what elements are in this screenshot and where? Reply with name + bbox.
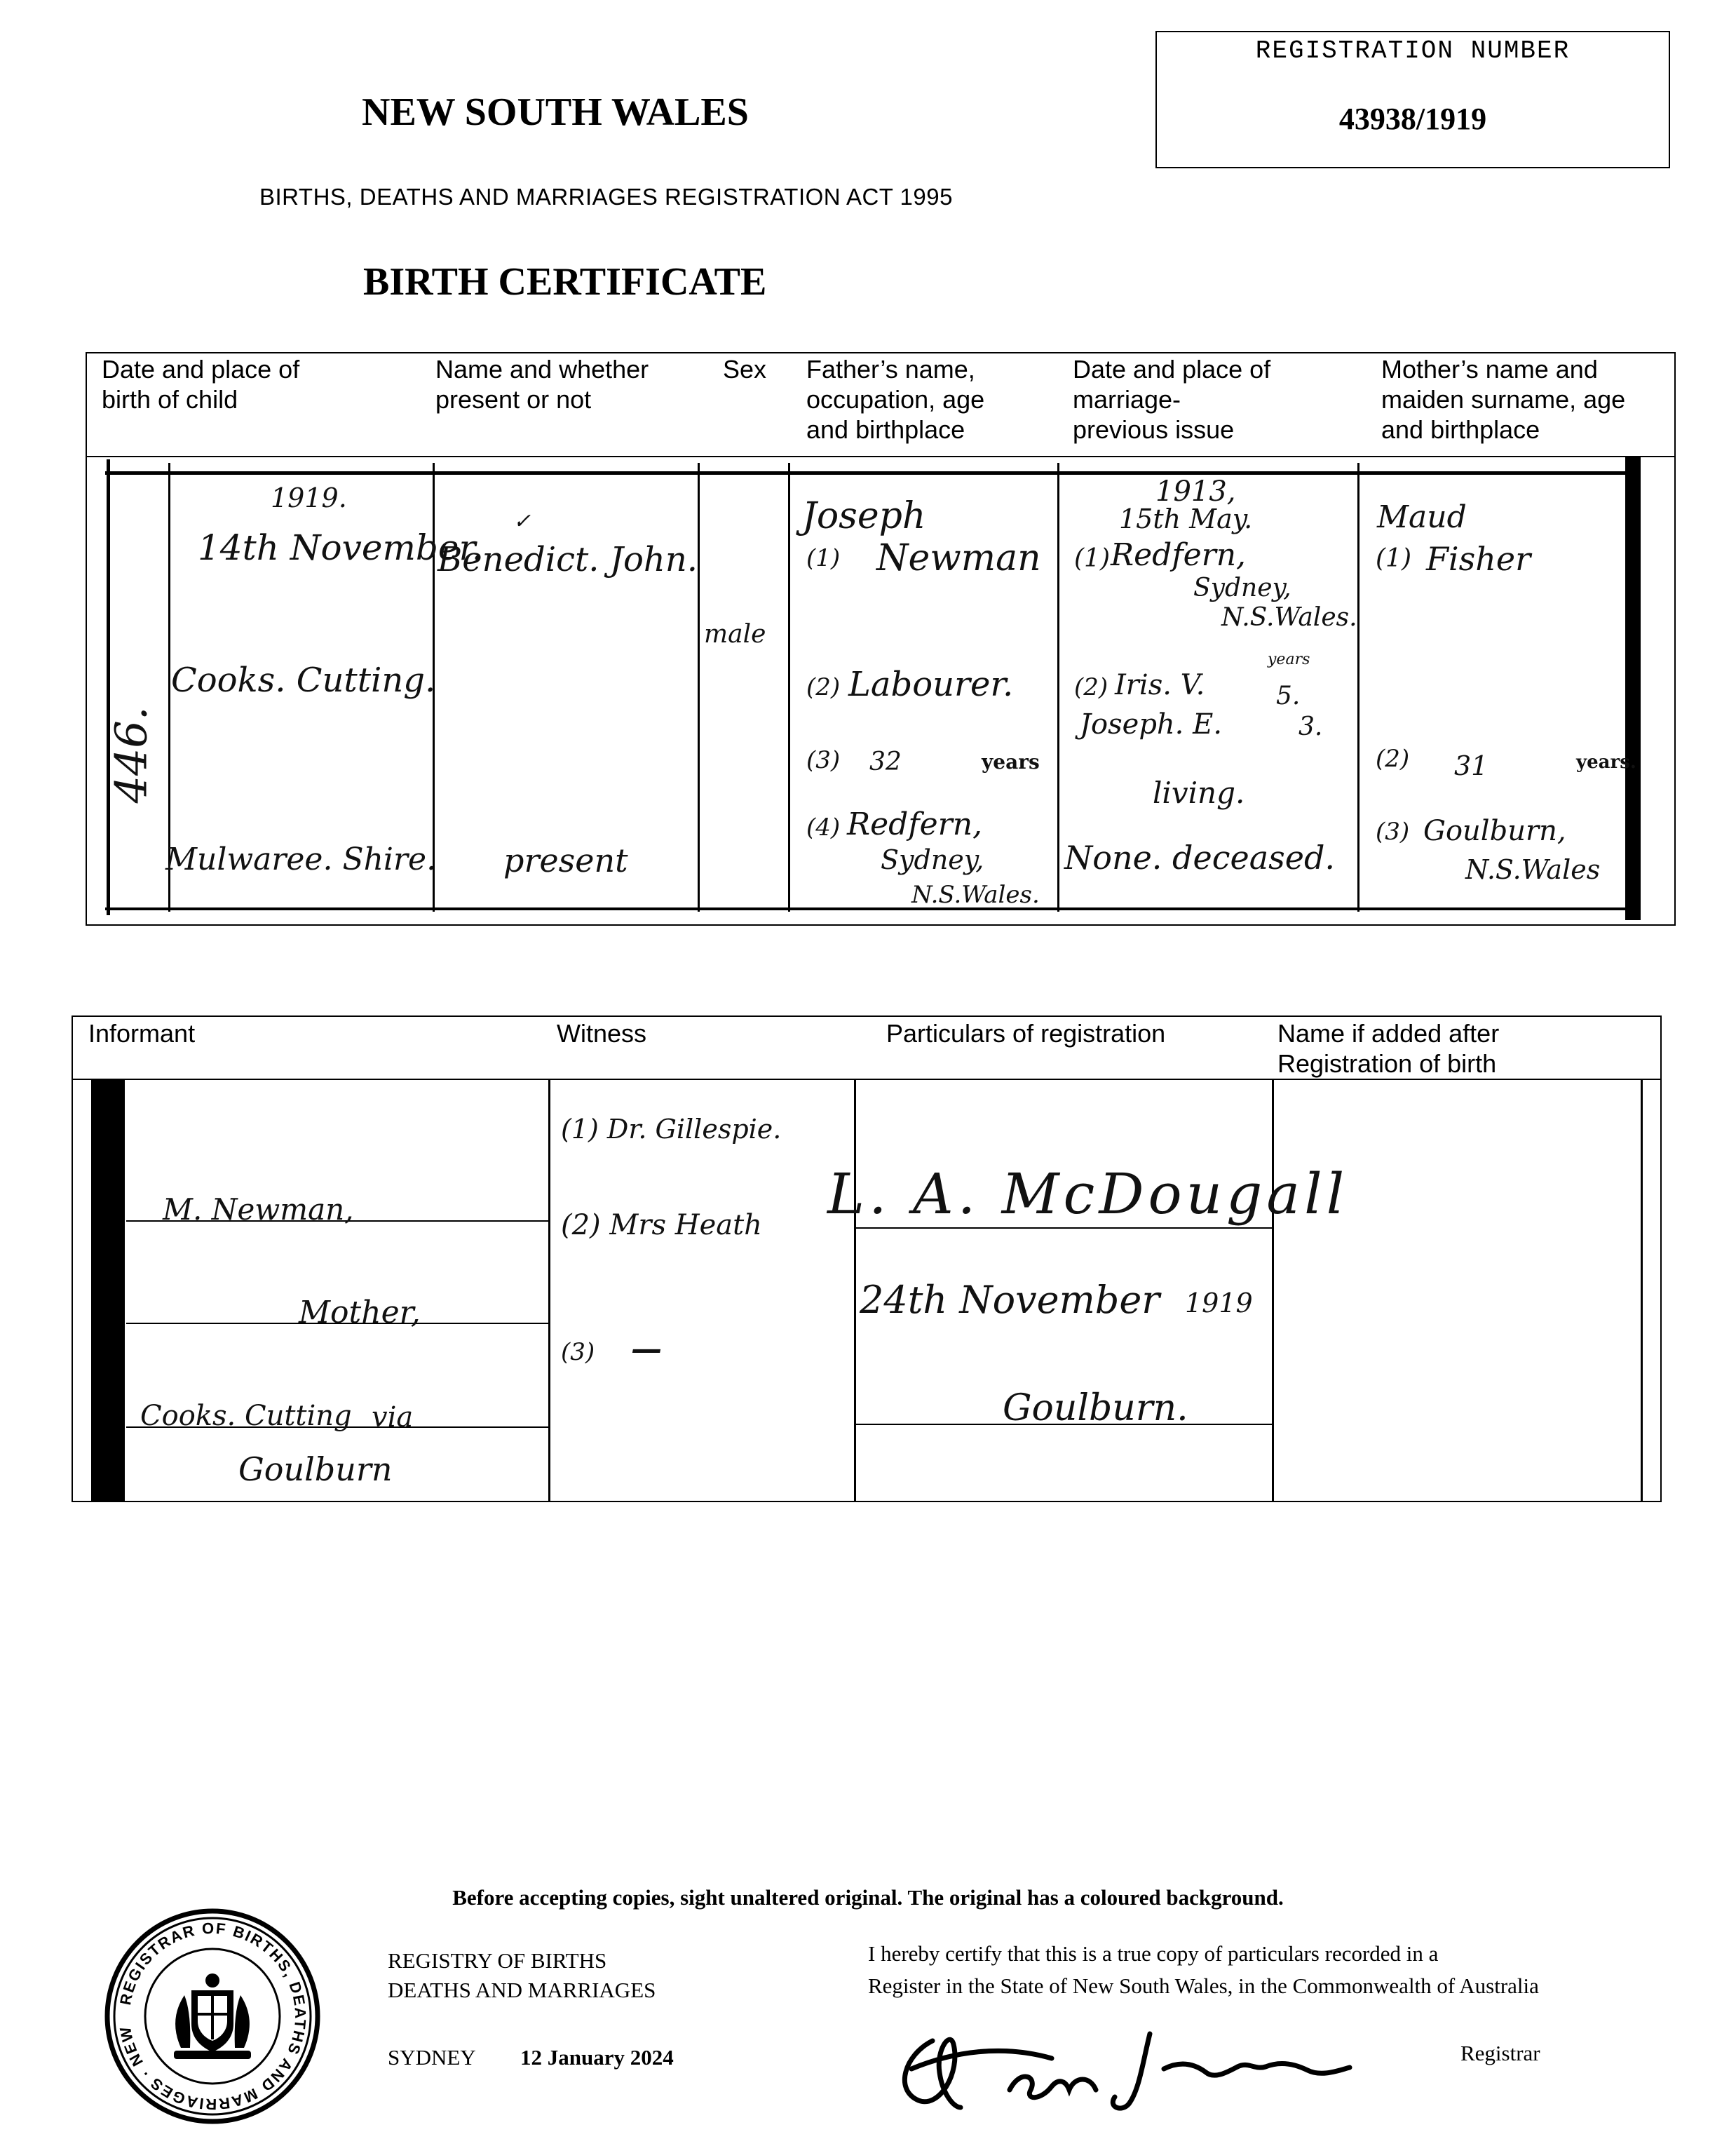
mother-birthplace-2: N.S.Wales xyxy=(1465,854,1601,885)
col-header-name: Name and whether present or not xyxy=(435,355,649,414)
father-n1: (1) xyxy=(806,544,841,572)
birth-place-1: Cooks. Cutting. xyxy=(171,661,436,700)
informant-address-1: Cooks. Cutting xyxy=(140,1400,352,1432)
col-header-informant: Informant xyxy=(88,1019,196,1048)
marriage-place-2: Sydney, xyxy=(1193,574,1291,602)
birth-year: 1919. xyxy=(271,482,347,513)
entry-number: 446. xyxy=(105,706,157,804)
birth-place-2: Mulwaree. Shire. xyxy=(165,842,437,877)
register-col-line xyxy=(698,463,700,912)
issue-date: 12 January 2024 xyxy=(520,2045,674,2070)
mother-birthplace-1: Goulburn, xyxy=(1423,815,1566,847)
mother-n3: (3) xyxy=(1376,818,1410,846)
certification-line-2: Register in the State of New South Wales, in the Commonwealth of Australia xyxy=(868,1973,1539,1998)
registry-name-2: DEATHS AND MARRIAGES xyxy=(388,1978,656,2002)
registration-number: 43938/1919 xyxy=(1338,102,1487,136)
father-occupation: Labourer. xyxy=(848,665,1014,704)
marriage-year: 1913, xyxy=(1155,475,1236,508)
registration-date: 24th November xyxy=(860,1278,1160,1322)
registry-name-1: REGISTRY OF BIRTHS xyxy=(388,1948,607,1973)
col-header-name-added: Name if added after Registration of birth xyxy=(1277,1019,1500,1078)
child-sex: male xyxy=(704,620,766,649)
father-age-unit: years xyxy=(982,750,1040,774)
marriage-years-label: years xyxy=(1268,651,1310,668)
father-n3: (3) xyxy=(806,746,841,774)
issue-child-2-age: 3. xyxy=(1298,713,1323,741)
register-left-edge xyxy=(107,459,110,915)
table1-header-divider xyxy=(86,456,1674,457)
father-n2: (2) xyxy=(806,673,841,701)
mother-age-unit: years. xyxy=(1576,752,1636,773)
col-header-particulars: Particulars of registration xyxy=(886,1019,1166,1048)
col-header-witness: Witness xyxy=(557,1019,647,1048)
register-right-edge xyxy=(1625,457,1641,920)
issue-child-1-age: 5. xyxy=(1276,682,1301,710)
registration-number-label: REGISTRATION NUMBER xyxy=(1255,36,1571,65)
witness-3-label: (3) xyxy=(561,1338,595,1366)
col-header-marriage: Date and place of marriage- previous issue xyxy=(1073,355,1271,444)
mother-first-name: Maud xyxy=(1377,499,1467,535)
child-name: Benedict. John. xyxy=(438,540,698,579)
father-birthplace-1: Redfern, xyxy=(847,807,983,842)
register-col-line xyxy=(1057,463,1059,912)
state-title: NEW SOUTH WALES xyxy=(362,90,749,134)
register-col-line xyxy=(788,463,790,912)
marriage-place-3: N.S.Wales. xyxy=(1221,603,1357,632)
register2-left-band xyxy=(91,1080,125,1501)
registrar-label: Registrar xyxy=(1460,2041,1540,2065)
marriage-n2: (2) xyxy=(1074,673,1108,701)
registration-rule xyxy=(855,1227,1272,1229)
register-col-line xyxy=(1357,463,1359,912)
register2-col-line xyxy=(548,1080,550,1501)
child-present: present xyxy=(503,842,628,879)
issue-city: SYDNEY xyxy=(388,2045,476,2070)
registrar-signature: L. A. McDougall xyxy=(827,1161,1349,1227)
informant-relation: Mother, xyxy=(299,1295,421,1330)
issue-child-2: Joseph. E. xyxy=(1080,708,1223,741)
father-first-name: Joseph xyxy=(802,495,926,537)
certificate-title: BIRTH CERTIFICATE xyxy=(363,260,767,304)
mother-maiden-name: Fisher xyxy=(1426,540,1531,578)
marriage-n1: (1) xyxy=(1074,544,1110,573)
witness-3-value: — xyxy=(631,1331,662,1367)
seal-graphic xyxy=(104,1908,321,2125)
birth-date: 14th November. xyxy=(198,527,483,568)
act-title: BIRTHS, DEATHS AND MARRIAGES REGISTRATION ACT 1995 xyxy=(259,184,953,210)
register-bottom-line xyxy=(105,907,1627,910)
registrar-signature-graphic xyxy=(883,2020,1416,2118)
informant-name: M. Newman, xyxy=(163,1192,354,1227)
registration-number-box xyxy=(1155,31,1670,168)
issue-deceased: None. deceased. xyxy=(1064,839,1336,877)
register2-right-edge xyxy=(1641,1080,1643,1501)
witness-2: (2) Mrs Heath xyxy=(561,1209,762,1241)
register-top-line xyxy=(105,471,1627,475)
registration-place: Goulburn. xyxy=(1003,1387,1188,1429)
registration-year: 1919 xyxy=(1185,1288,1253,1318)
register2-col-line xyxy=(854,1080,856,1501)
certification-line-1: I hereby certify that this is a true copy of particulars recorded in a xyxy=(868,1941,1439,1966)
father-surname: Newman xyxy=(876,537,1041,579)
father-n4: (4) xyxy=(806,814,841,842)
col-header-father: Father’s name, occupation, age and birthplace xyxy=(806,355,985,444)
father-birthplace-3: N.S.Wales. xyxy=(911,881,1040,909)
name-check-mark: ✓ xyxy=(513,509,531,534)
register2-col-line xyxy=(1272,1080,1274,1501)
original-notice: Before accepting copies, sight unaltered original. The original has a coloured background. xyxy=(452,1885,1284,1910)
informant-address-2: via xyxy=(372,1401,414,1433)
col-header-sex: Sex xyxy=(723,355,767,384)
father-birthplace-2: Sydney, xyxy=(881,844,984,875)
registry-seal xyxy=(104,1908,321,2125)
marriage-place-1: Redfern, xyxy=(1111,537,1247,573)
father-age: 32 xyxy=(869,748,902,776)
mother-n1: (1) xyxy=(1376,544,1411,573)
marriage-date: 15th May. xyxy=(1119,504,1253,534)
informant-address-3: Goulburn xyxy=(238,1450,393,1488)
table2-header-divider xyxy=(72,1079,1660,1080)
issue-child-1: Iris. V. xyxy=(1115,669,1205,701)
seal-text: REGISTRAR OF BIRTHS, DEATHS AND MARRIAGES · NEW xyxy=(116,1919,310,2114)
col-header-mother: Mother’s name and maiden surname, age and birthplace xyxy=(1381,355,1626,444)
witness-1: (1) Dr. Gillespie. xyxy=(561,1114,782,1145)
mother-n2: (2) xyxy=(1376,745,1410,773)
issue-living: living. xyxy=(1153,776,1245,810)
col-header-birth: Date and place of birth of child xyxy=(102,355,300,414)
mother-age: 31 xyxy=(1454,750,1489,781)
